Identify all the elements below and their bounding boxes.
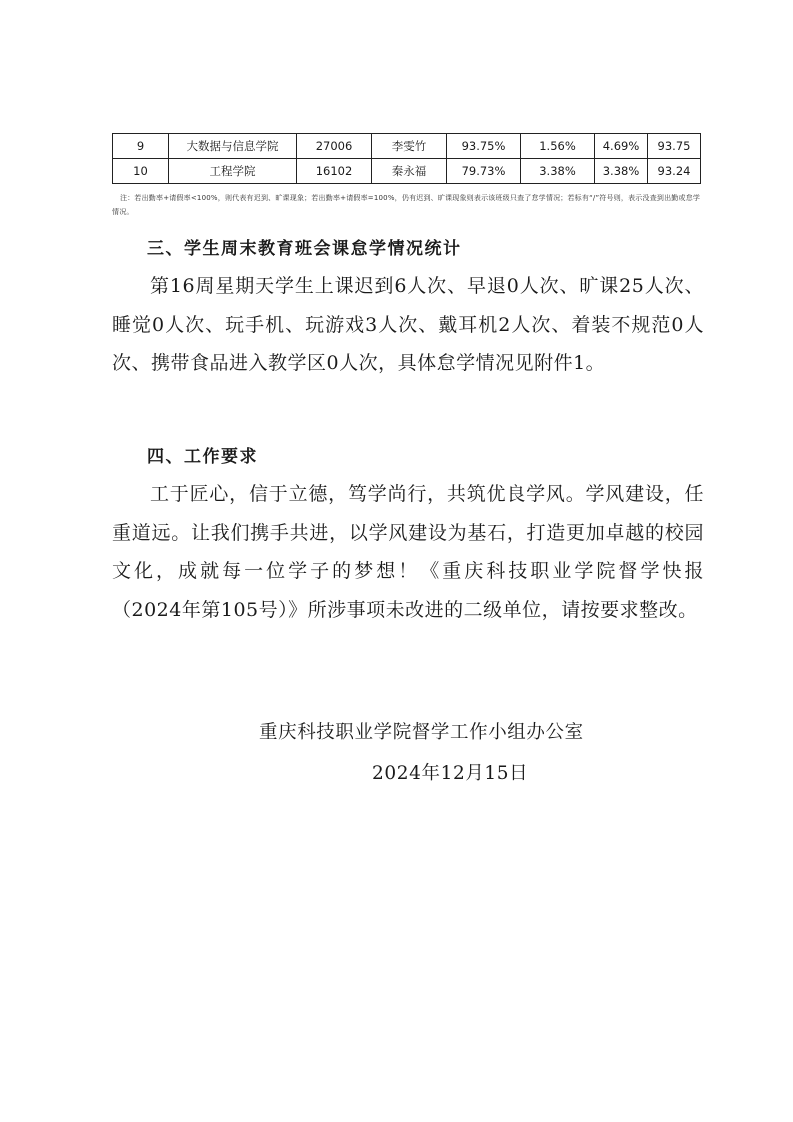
leave-rate: 1.56% (521, 134, 595, 159)
section-four-body: 工于匠心，信于立德，笃学尚行，共筑优良学风。学风建设，任重道远。让我们携手共进，以学风建设为基石，打造更加卓越的校园文化，成就每一位学子的梦想！《重庆科技职业学院督学快报（2024年第105号）》所涉事项未改进的二级单位，请按要求整改。 (112, 483, 704, 621)
section-heading-three: 三、学生周末教育班会课怠学情况统计 (147, 239, 462, 259)
absence-rate: 3.38% (595, 159, 648, 184)
row-number: 9 (113, 134, 169, 159)
issue-date: 2024年12月15日 (372, 763, 529, 784)
person-name: 秦永福 (372, 159, 447, 184)
class-code: 27006 (297, 134, 372, 159)
row-number: 10 (113, 159, 169, 184)
attendance-table (112, 133, 701, 184)
leave-rate: 3.38% (521, 159, 595, 184)
person-name: 李雯竹 (372, 134, 447, 159)
table-footnote: 注：若出勤率+请假率<100%，则代表有迟到、旷课现象；若出勤率+请假率=100%，仍有迟到、旷课现象则表示该班级只查了怠学情况；若标有“/”符号则，表示没查到出勤或怠学情况。 (112, 194, 701, 216)
table-row (113, 159, 701, 184)
issuing-office: 重庆科技职业学院督学工作小组办公室 (259, 722, 584, 743)
section-heading-four: 四、工作要求 (147, 447, 258, 467)
college-name: 大数据与信息学院 (169, 134, 297, 159)
college-name: 工程学院 (169, 159, 297, 184)
score: 93.24 (648, 159, 701, 184)
attendance-rate: 93.75% (447, 134, 521, 159)
absence-rate: 4.69% (595, 134, 648, 159)
table-row (113, 134, 701, 159)
score: 93.75 (648, 134, 701, 159)
attendance-rate: 79.73% (447, 159, 521, 184)
section-three-body: 第16周星期天学生上课迟到6人次、早退0人次、旷课25人次、睡觉0人次、玩手机、玩游戏3人次、戴耳机2人次、着装不规范0人次、携带食品进入教学区0人次，具体怠学情况见附件1。 (112, 275, 704, 374)
class-code: 16102 (297, 159, 372, 184)
